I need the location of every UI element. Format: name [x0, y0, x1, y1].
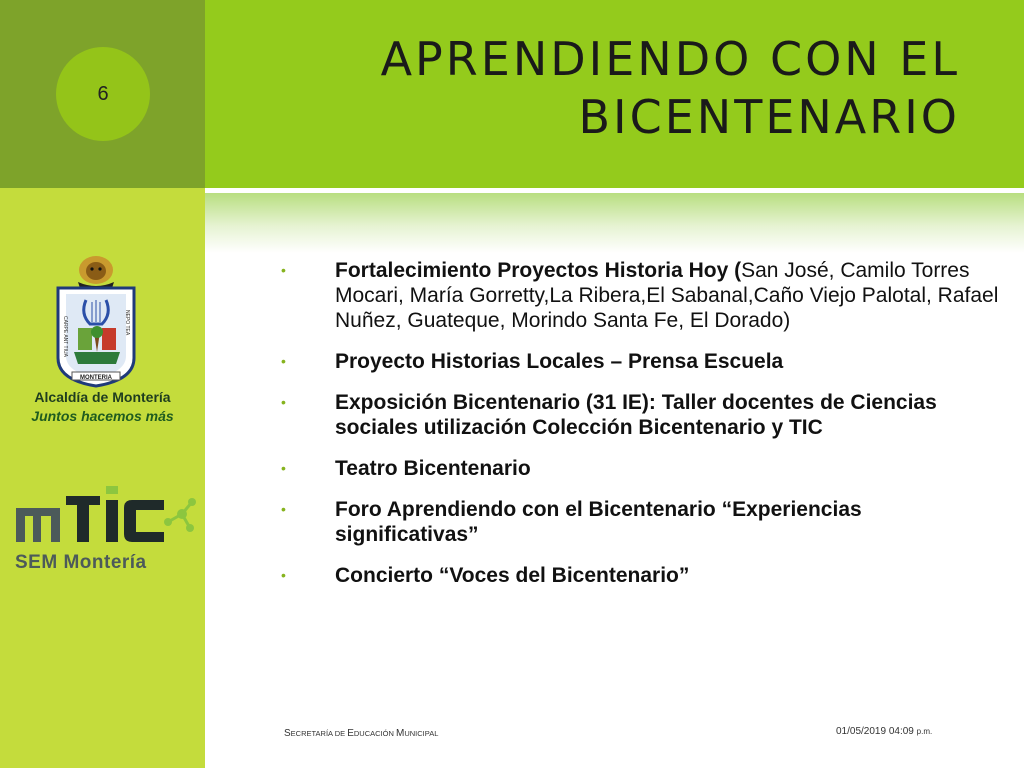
- bullet-item: • Exposición Bicentenario (31 IE): Taller docentes de Ciencias sociales utilización Colección Bicentenario y TIC: [281, 391, 937, 439]
- svg-text:MONTERIA: MONTERIA: [80, 375, 112, 381]
- slide-content: [280, 258, 1000, 604]
- slide-title: [381, 30, 960, 146]
- bullet-item: • Foro Aprendiendo con el Bicentenario “Experiencias significativas”: [281, 498, 862, 546]
- bullet-icon: •: [281, 394, 286, 410]
- bullet-icon: •: [281, 353, 286, 369]
- alcaldia-slogan: Juntos hacemos más: [31, 408, 174, 424]
- gradient-band: [205, 193, 1024, 253]
- slide-title-line1: APRENDIENDO CON EL: [380, 32, 960, 86]
- bullet-list: [280, 258, 1000, 588]
- mtic-logo: [14, 486, 196, 544]
- sem-monteria-label: SEM Montería: [15, 552, 147, 573]
- bullet-icon: •: [281, 262, 286, 278]
- bullet-item: • Fortalecimiento Proyectos Historia Hoy (San José, Camilo Torres Mocari, María Gorretty,La Ribera,El Sabanal,Caño Viejo Palotal, Rafael Nuñez, Guateque, Morindo Santa Fe, El Dorado): [281, 259, 999, 332]
- alcaldia-name: Alcaldía de Montería: [34, 389, 171, 405]
- bullet-icon: •: [281, 460, 286, 476]
- bullet-item: • Teatro Bicentenario: [281, 457, 531, 480]
- bullet-item: • Concierto “Voces del Bicentenario”: [281, 564, 690, 587]
- bullet-item: • Proyecto Historias Locales – Prensa Escuela: [281, 350, 784, 373]
- footer-organization: SECRETARÍA DE EDUCACIÓN MUNICIPAL: [284, 728, 439, 739]
- svg-text:CARPE ANT TIUA: CARPE ANT TIUA: [62, 316, 68, 357]
- slide-title-line2: BICENTENARIO: [578, 90, 960, 144]
- monteria-crest-logo: [50, 254, 142, 388]
- slide-number: 6: [97, 82, 109, 105]
- title-band: [205, 0, 1024, 188]
- bullet-icon: •: [281, 501, 286, 517]
- svg-text:NEPO TEA: NEPO TEA: [124, 310, 130, 336]
- slide-number-badge: [56, 47, 150, 141]
- footer-datetime: 01/05/2019 04:09 p.m.: [836, 726, 933, 737]
- bullet-icon: •: [281, 567, 286, 583]
